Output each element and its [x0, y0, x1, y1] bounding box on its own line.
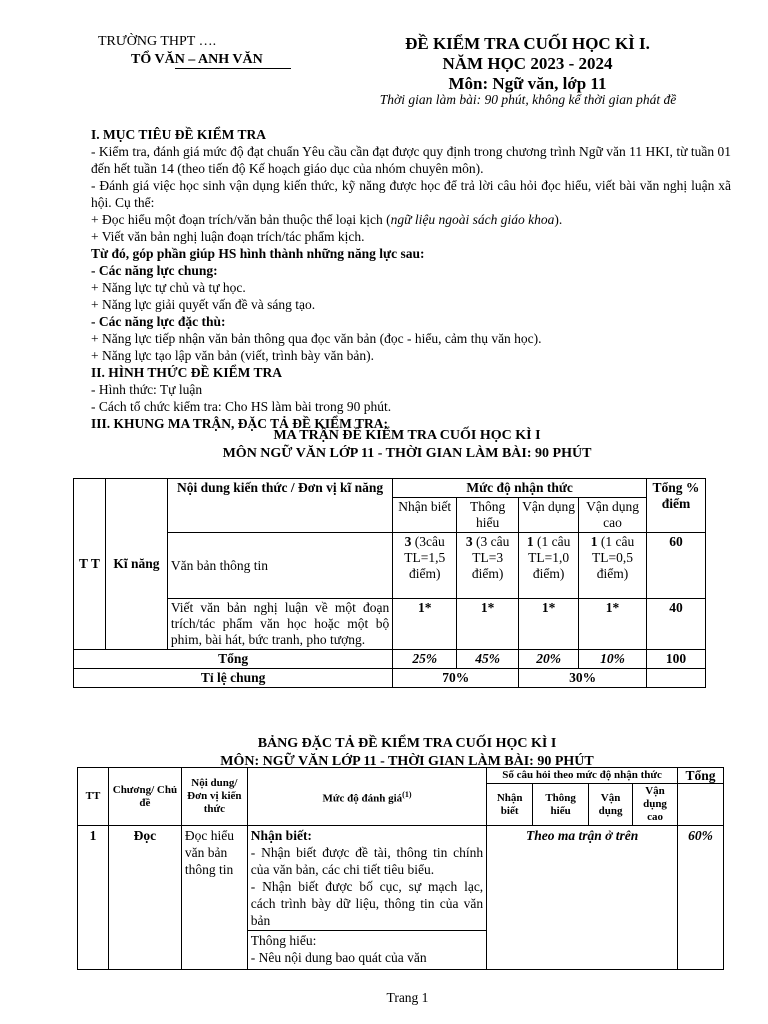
competency-item: + Năng lực tiếp nhận văn bản thông qua đọc văn bản (đọc - hiểu, cảm thụ văn học). [91, 331, 542, 346]
table-row [78, 826, 724, 931]
spec-header-tt: TT [78, 768, 109, 826]
objective-paragraph: + Đọc hiểu một đoạn trích/văn bản thuộc thể loại kịch (ngữ liệu ngoài sách giáo khoa). [91, 212, 563, 227]
matrix-header-l4: Vận dụng cao [579, 498, 647, 533]
matrix-content-cell: Văn bản thông tin [167, 533, 392, 599]
matrix-cell: 25% [393, 650, 457, 669]
spec-header-l2: Thông hiểu [533, 784, 589, 826]
table-row [74, 599, 706, 650]
spec-header-l3: Vận dụng [589, 784, 633, 826]
matrix-header-tt: T T [74, 479, 106, 650]
section-heading-format: II. HÌNH THỨC ĐỀ KIỂM TRA [91, 365, 283, 380]
table-row [74, 669, 706, 688]
objective-paragraph: + Viết văn bản nghị luận đoạn trích/tác phẩm kịch. [91, 229, 365, 244]
spec-header-eval: Mức độ đánh giá$^{(1)}$ [247, 768, 486, 826]
matrix-cell: 1* [457, 599, 519, 650]
table-row [78, 768, 724, 784]
section-heading-matrix: III. KHUNG MA TRẬN, ĐẶC TẢ ĐỀ KIỂM TRA: [91, 416, 389, 431]
matrix-cell: 1* [393, 599, 457, 650]
spec-header-total: Tổng [677, 768, 723, 784]
section-heading-objectives: I. MỤC TIÊU ĐỀ KIỂM TRA [91, 127, 267, 142]
objectives-section [91, 126, 731, 432]
matrix-cell: 100 [647, 650, 706, 669]
exam-title-line2: NĂM HỌC 2023 - 2024 [442, 54, 613, 73]
matrix-header-l2: Thông hiểu [457, 498, 519, 533]
page-number: Trang 1 [386, 990, 429, 1005]
matrix-cell [647, 669, 706, 688]
format-item: - Hình thức: Tự luận [91, 382, 203, 397]
competency-item: + Năng lực tự chủ và tự học. [91, 280, 246, 295]
matrix-header-content: Nội dung kiến thức / Đơn vị kĩ năng [167, 479, 392, 533]
matrix-content-cell: Viết văn bản nghị luận về một đoạn trích/tác phẩm văn học hoặc một bộ phim, bài hát, bức tranh, pho tượng. [167, 599, 392, 650]
spec-eval-cell: Thông hiểu: - Nêu nội dung bao quát của văn [247, 931, 486, 970]
matrix-title [90, 427, 724, 463]
spec-cell: Theo ma trận ở trên [487, 826, 678, 970]
department-underline [175, 68, 291, 69]
spec-eval-cell: Nhận biết: - Nhận biết được đề tài, thông tin chính của văn bản, các chi tiết tiêu biểu. - Nhận biết được bố cục, sự mạch lạc, cách trình bày dữ liệu, thông tin của văn bản [247, 826, 486, 931]
matrix-cell: 10% [579, 650, 647, 669]
matrix-header-l3: Vận dụng [519, 498, 579, 533]
matrix-title-line2: MÔN NGỮ VĂN LỚP 11 - THỜI GIAN LÀM BÀI: 90 PHÚT [222, 446, 592, 461]
matrix-cell: 40 [647, 599, 706, 650]
exam-title-line1: ĐỀ KIỂM TRA CUỐI HỌC KÌ I. [405, 34, 650, 53]
matrix-header-level: Mức độ nhận thức [393, 479, 647, 498]
format-item: - Cách tổ chức kiểm tra: Cho HS làm bài trong 90 phút. [91, 399, 392, 414]
matrix-cell: 3 (3câu TL=1,5 điểm) [393, 533, 457, 599]
matrix-header-l1: Nhận biết [393, 498, 457, 533]
matrix-title-line1: MA TRẬN ĐỀ KIỂM TRA CUỐI HỌC KÌ I [273, 428, 541, 443]
matrix-cell: 1 (1 câu TL=1,0 điểm) [519, 533, 579, 599]
spec-header-l1: Nhận biết [487, 784, 533, 826]
matrix-header-skill: Kĩ năng [105, 479, 167, 650]
spec-cell [677, 784, 723, 826]
spec-header-count: Số câu hỏi theo mức độ nhận thức [487, 768, 678, 784]
matrix-cell: 30% [519, 669, 647, 688]
exam-time-note: Thời gian làm bài: 90 phút, không kể thời gian phát đề [379, 92, 677, 107]
general-competency-heading: - Các năng lực chung: [91, 263, 218, 278]
matrix-header-total: Tổng % điểm [647, 479, 706, 533]
matrix-table [73, 478, 706, 688]
spec-header-unit: Nội dung/Đơn vị kiến thức [181, 768, 247, 826]
school-name: TRƯỜNG THPT …. [98, 34, 217, 49]
spec-title-line1: BẢNG ĐẶC TẢ ĐỀ KIỂM TRA CUỐI HỌC KÌ I [257, 736, 557, 751]
matrix-cell: 60 [647, 533, 706, 599]
matrix-cell: 1 (1 câu TL=0,5 điểm) [579, 533, 647, 599]
matrix-cell: 70% [393, 669, 519, 688]
matrix-cell: 1* [579, 599, 647, 650]
exam-title-line3: Môn: Ngữ văn, lớp 11 [448, 74, 607, 93]
spec-header-l4: Vận dụng cao [633, 784, 678, 826]
table-row [74, 533, 706, 599]
matrix-cell: 1* [519, 599, 579, 650]
competency-item: + Năng lực giải quyết vấn đề và sáng tạo. [91, 297, 316, 312]
matrix-cell: 20% [519, 650, 579, 669]
exam-title [355, 34, 700, 94]
spec-title [90, 735, 724, 771]
matrix-cell: 45% [457, 650, 519, 669]
objective-paragraph: - Đánh giá việc học sinh vận dụng kiến thức, kỹ năng được học để trả lời câu hỏi đọc hiểu, viết bài văn nghị luận xã hội. Cụ thể: [91, 178, 731, 210]
table-row [74, 650, 706, 669]
spec-header-chapter: Chương/ Chủ đề [108, 768, 181, 826]
department-name: TỔ VĂN – ANH VĂN [131, 52, 263, 67]
matrix-sum-label: Tổng [74, 650, 393, 669]
competency-intro: Từ đó, góp phần giúp HS hình thành những năng lực sau: [91, 246, 425, 261]
spec-cell: 60% [677, 826, 723, 970]
spec-cell: Đọc hiểu văn bản thông tin [181, 826, 247, 970]
competency-item: + Năng lực tạo lập văn bản (viết, trình bày văn bản). [91, 348, 374, 363]
spec-title-line2: MÔN: NGỮ VĂN LỚP 11 - THỜI GIAN LÀM BÀI: 90 PHÚT [220, 754, 594, 769]
table-row [74, 479, 706, 498]
matrix-cell: 3 (3 câu TL=3 điểm) [457, 533, 519, 599]
spec-cell: 1 [78, 826, 109, 970]
specific-competency-heading: - Các năng lực đặc thù: [91, 314, 226, 329]
objective-paragraph: - Kiểm tra, đánh giá mức độ đạt chuẩn Yêu cầu cần đạt được quy định trong chương trình Ngữ văn 11 HKI, từ tuần 01 đến hết tuần 14 (theo tiến độ Kế hoạch giáo dục của nhóm chuyên môn). [91, 144, 731, 176]
spec-cell: Đọc [108, 826, 181, 970]
spec-table [77, 767, 724, 970]
matrix-ratio-label: Tỉ lệ chung [74, 669, 393, 688]
